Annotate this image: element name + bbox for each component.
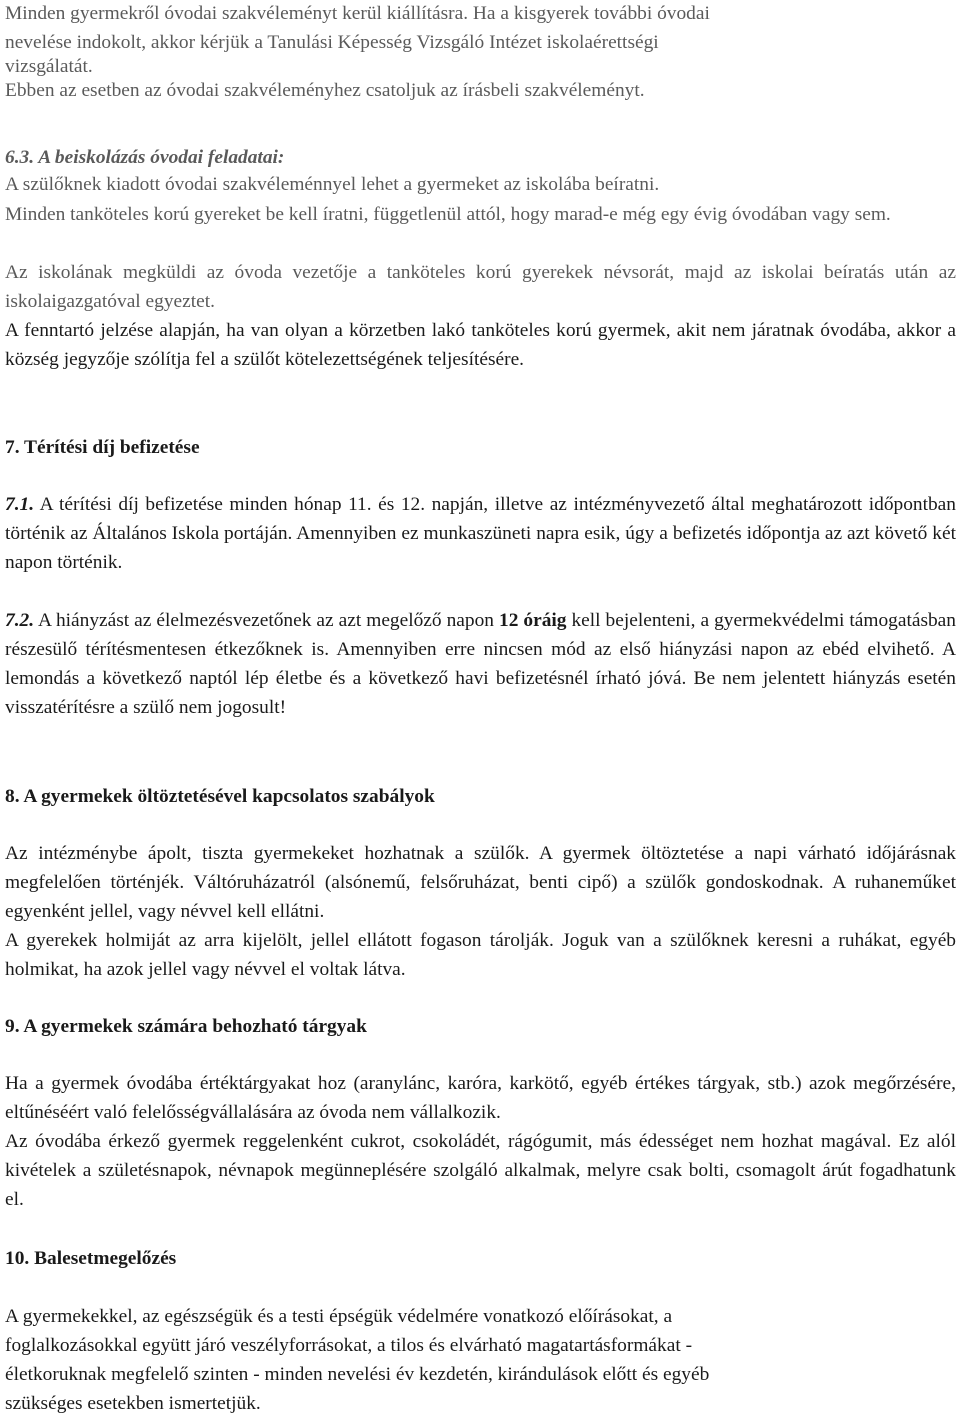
section-7-heading: 7. Térítési díj befizetése — [5, 437, 200, 458]
section-7-1-paragraph — [5, 490, 956, 577]
section-6-3-p2: Minden tanköteles korú gyereket be kell íratni, függetlenül attól, hogy marad-e még egy évig óvodában vagy sem. — [5, 204, 891, 225]
section-7-1-text: A térítési díj befizetése minden hónap 11. és 12. napján, illetve az intézményvezető által meghatározott időpontban történik az Általános Iskola portáján. Amennyiben ez munkaszüneti napra esik, úgy a befizetés időpontja az azt követő két napon történik. — [5, 494, 956, 573]
section-10-line-2: foglalkozásokkal együtt járó veszélyforrásokat, a tilos és elvárható magatartásformákat - — [5, 1335, 693, 1356]
intro-paragraph — [5, 0, 956, 105]
section-7-2-number: 7.2. — [5, 610, 35, 631]
section-10-line-4: szükséges esetekben ismertetjük. — [5, 1393, 261, 1414]
intro-line-1: Minden gyermekről óvodai szakvéleményt kerül kiállításra. Ha a kisgyerek további óvodai — [5, 3, 710, 24]
section-7-2-paragraph — [5, 606, 956, 722]
section-9-heading: 9. A gyermekek számára behozható tárgyak — [5, 1016, 367, 1037]
section-8-p2: A gyerekek holmiját az arra kijelölt, jellel ellátott fogason tárolják. Joguk van a szülőknek keresni a ruhákat, egyéb holmikat, ha azok jellel vagy névvel el voltak látva. — [5, 930, 956, 980]
section-10-line-3: életkoruknak megfelelő szinten - minden nevelési év kezdetén, kirándulások előtt és egyéb — [5, 1364, 710, 1385]
intro-line-2: nevelése indokolt, akkor kérjük a Tanulási Képesség Vizsgáló Intézet iskolaérettségi — [5, 32, 659, 53]
section-8-heading: 8. A gyermekek öltöztetésével kapcsolatos szabályok — [5, 786, 435, 807]
section-9-p1: Ha a gyermek óvodába értéktárgyakat hoz (aranylánc, karóra, karkötő, egyéb értékes tárgyak, stb.) azok megőrzésére, eltűnéséért való felelősségvállalására az óvoda nem vállalkozik. — [5, 1073, 956, 1123]
section-6-3-p1: A szülőknek kiadott óvodai szakvéleménnyel lehet a gyermeket az iskolába beíratni. — [5, 174, 660, 195]
section-10-line-1: A gyermekekkel, az egészségük és a testi épségük védelmére vonatkozó előírásokat, a — [5, 1306, 673, 1327]
section-6-3-heading: 6.3. A beiskolázás óvodai feladatai: — [5, 147, 285, 168]
section-7-1-number: 7.1. — [5, 494, 35, 515]
section-7-2-text-a: A hiányzást az élelmezésvezetőnek az azt megelőző napon — [34, 610, 499, 631]
intro-line-3: vizsgálatát. — [5, 56, 93, 77]
section-10-heading: 10. Balesetmegelőzés — [5, 1248, 177, 1269]
intro-line-4: Ebben az esetben az óvodai szakvéleményhez csatoljuk az írásbeli szakvéleményt. — [5, 80, 645, 101]
section-7-2-deadline: 12 óráig — [499, 610, 567, 631]
section-7-2-text-b: kell bejelenteni, a gyermekvédelmi támogatásban részesülő térítésmentesen étkezőknek is. Amennyiben erre nincsen mód az első hiányzási napon az ebéd elvihető. A lemondás a következő naptól lép életbe és a következő havi befizetésnél írható jóvá. Be nem jelentett hiányzás esetén visszatérítésre a szülő nem jogosult! — [5, 610, 956, 718]
section-6-3-p3: Az iskolának megküldi az óvoda vezetője a tanköteles korú gyerekek névsorát, majd az iskolai beíratás után az iskolaigazgatóval egyeztet. — [5, 262, 956, 312]
section-8-p1: Az intézménybe ápolt, tiszta gyermekeket hozhatnak a szülők. A gyermek öltöztetése a napi várható időjárásnak megfelelően történjék. Váltóruházatról (alsónemű, felsőruházat, benti cipő) a szülők gondoskodnak. A ruhaneműket egyenként jellel, vagy névvel kell ellátni. — [5, 843, 956, 922]
section-6-3-p4: A fenntartó jelzése alapján, ha van olyan a körzetben lakó tanköteles korú gyermek, akit nem járatnak óvodába, akkor a község jegyzője szólítja fel a szülőt kötelezettségének teljesítésére. — [5, 320, 956, 370]
section-10-paragraph — [5, 1302, 956, 1418]
section-9-p2: Az óvodába érkező gyermek reggelenként cukrot, csokoládét, rágógumit, más édességet nem hozhat magával. Ez alól kivételek a születésnapok, névnapok megünneplésére szolgáló alkalmak, melyre csak bolti, csomagolt árút fogadhatunk el. — [5, 1131, 956, 1210]
